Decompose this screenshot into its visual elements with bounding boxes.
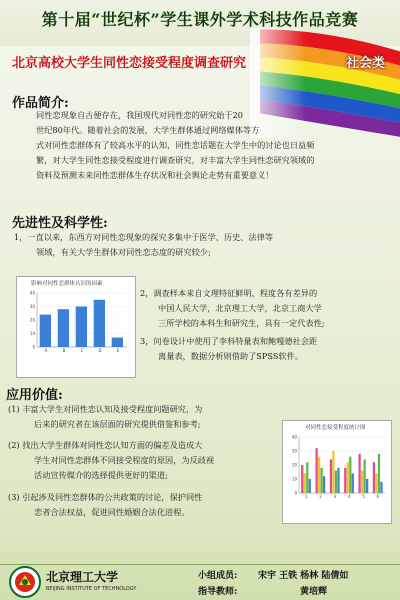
- chart-title: 对同性恋接受程度统计图: [305, 425, 366, 431]
- intro-heading: 作品简介:: [12, 96, 69, 111]
- bar: [58, 309, 69, 347]
- y-tick-label: 30: [29, 303, 35, 309]
- bar: [349, 457, 351, 493]
- poster-title: 第十届“世纪杯”学生课外学术科技作品竞赛: [41, 10, 359, 29]
- advanced-line: 2，调查样本来自文理特征鲜明，程度各有差异的: [140, 288, 318, 298]
- advanced-line: 中国人民大学，北京理工大学，北京工商大学: [158, 303, 322, 313]
- advisor-label: 指导教师:: [198, 587, 238, 597]
- bar: [306, 462, 308, 493]
- bar: [323, 476, 325, 493]
- bar: [301, 465, 303, 493]
- bar: [309, 479, 311, 493]
- advanced-line: 领域，有关大学生群体对同性恋态度的研究较少;: [36, 247, 211, 257]
- y-tick-label: 20: [29, 317, 35, 323]
- bar: [76, 307, 87, 348]
- intro-text: [36, 108, 376, 183]
- intro-line: 同性恋现象自古便存在，我国现代对同性恋的研究始于20: [36, 110, 243, 120]
- bar: [330, 459, 332, 493]
- members-label: 小组成员:: [198, 571, 238, 581]
- x-tick-label: 4: [347, 494, 351, 499]
- application-line: (2) 找出大学生群体对同性恋认知方面的偏差及造成大: [8, 440, 203, 450]
- bar: [378, 454, 380, 493]
- advanced-point-3: [140, 334, 390, 364]
- bar: [318, 457, 320, 493]
- bar: [315, 448, 317, 493]
- members-names: 宋宇 王铁 杨林 陆倩如: [258, 571, 349, 581]
- intro-line: 世纪80年代。随着社会的发展，大学生群体通过网络媒体等方: [36, 125, 260, 135]
- bar: [304, 473, 306, 493]
- x-tick-label: 1: [304, 494, 308, 499]
- y-tick-label: 40: [29, 290, 35, 296]
- intro-line: 资料及预测未来同性恋群体生存状况和社会舆论走势有重要意义！: [36, 170, 274, 180]
- x-tick-label: 5: [362, 494, 365, 499]
- x-tick-label: A: [44, 348, 48, 353]
- x-tick-label: 3: [333, 494, 337, 499]
- application-line: 恋者合法权益，促进同性婚姻合法化进程。: [34, 507, 190, 517]
- bar: [337, 468, 339, 493]
- advisor-name: 黄培辉: [300, 587, 328, 597]
- acceptance-bar-chart: [282, 420, 392, 524]
- bar: [375, 473, 377, 493]
- bar: [358, 454, 360, 493]
- y-tick-label: 30: [291, 448, 297, 454]
- category-label: 社会类: [346, 56, 386, 71]
- application-item-2: [8, 438, 278, 483]
- application-item-1: [8, 402, 278, 432]
- application-line: 后来的研究者在该层面的研究提供借鉴和参考;: [34, 419, 201, 429]
- bar: [366, 479, 368, 493]
- bar: [380, 482, 382, 493]
- chart-title: 影响对同性恋群体认识的因素: [31, 281, 103, 287]
- bar: [94, 300, 105, 347]
- application-heading: 应用价值:: [6, 388, 63, 403]
- university-logo-icon: [8, 565, 42, 599]
- advanced-line: 三所学校的本科生和研究生，具有一定代表性;: [158, 318, 325, 328]
- bar: [347, 462, 349, 493]
- application-line: (1) 丰富大学生对同性恋认知及接受程度问题研究，为: [8, 404, 203, 414]
- project-title: 北京高校大学生同性恋接受程度调查研究: [12, 56, 247, 71]
- university-name-en: BEIJING INSTITUTE OF TECHNOLOGY: [46, 586, 137, 592]
- x-tick-label: E: [116, 348, 120, 353]
- y-tick-label: 40: [291, 434, 297, 440]
- y-tick-label: 0: [32, 344, 35, 350]
- intro-line: 繁，对大学生同性恋接受程度进行调查研究，对丰富大学生同性恋研究领域的: [36, 155, 315, 165]
- bar: [373, 462, 375, 493]
- application-line: (3) 引起涉及同性恋群体的公共政策的讨论，保护同性: [8, 492, 203, 502]
- bar: [112, 338, 123, 347]
- application-line: 活动宣传媒介的选择提供更好的渠道;: [34, 470, 168, 480]
- intro-line: 式对同性恋群体有了较高水平的认知，同性恋话题在大学生中的讨论也日益频: [36, 140, 315, 150]
- bar: [332, 451, 334, 493]
- bar: [321, 468, 323, 493]
- x-tick-label: C: [80, 348, 84, 353]
- x-tick-label: 2: [319, 494, 322, 499]
- x-tick-label: D: [98, 348, 102, 353]
- university-name: 北京理工大学: [46, 570, 119, 584]
- advanced-point-1: [14, 230, 384, 260]
- chart-plot-area: [292, 434, 385, 499]
- footer-divider: [0, 564, 400, 565]
- application-item-3: [8, 490, 278, 520]
- bar: [40, 315, 51, 347]
- subtitle-bar: [8, 50, 392, 72]
- advanced-point-2: [140, 286, 390, 331]
- x-tick-label: B: [62, 348, 66, 353]
- bar: [361, 471, 363, 493]
- y-tick-label: 10: [29, 330, 35, 336]
- advanced-line: 1，一直以来，东西方对同性恋现象的探究多集中于医学、历史、法律等: [14, 232, 274, 242]
- advanced-line: 3，问卷设计中使用了李科特量表和鲍嘎德社会距: [140, 336, 318, 346]
- y-tick-label: 10: [291, 476, 297, 482]
- bar: [352, 473, 354, 493]
- bar: [344, 468, 346, 493]
- application-line: 学生对同性恋群体不同接受程度的原因，为反歧视: [34, 455, 215, 465]
- y-tick-label: 0: [294, 490, 297, 496]
- x-tick-label: 6: [376, 494, 380, 499]
- advanced-heading: 先进性及科学性:: [12, 216, 108, 231]
- chart-plot-area: [30, 290, 127, 353]
- advanced-line: 离量表，数据分析则借助了SPSS软件。: [158, 351, 304, 361]
- bar: [335, 471, 337, 493]
- factors-bar-chart: [16, 276, 136, 378]
- bar: [364, 459, 366, 493]
- y-tick-label: 20: [291, 462, 297, 468]
